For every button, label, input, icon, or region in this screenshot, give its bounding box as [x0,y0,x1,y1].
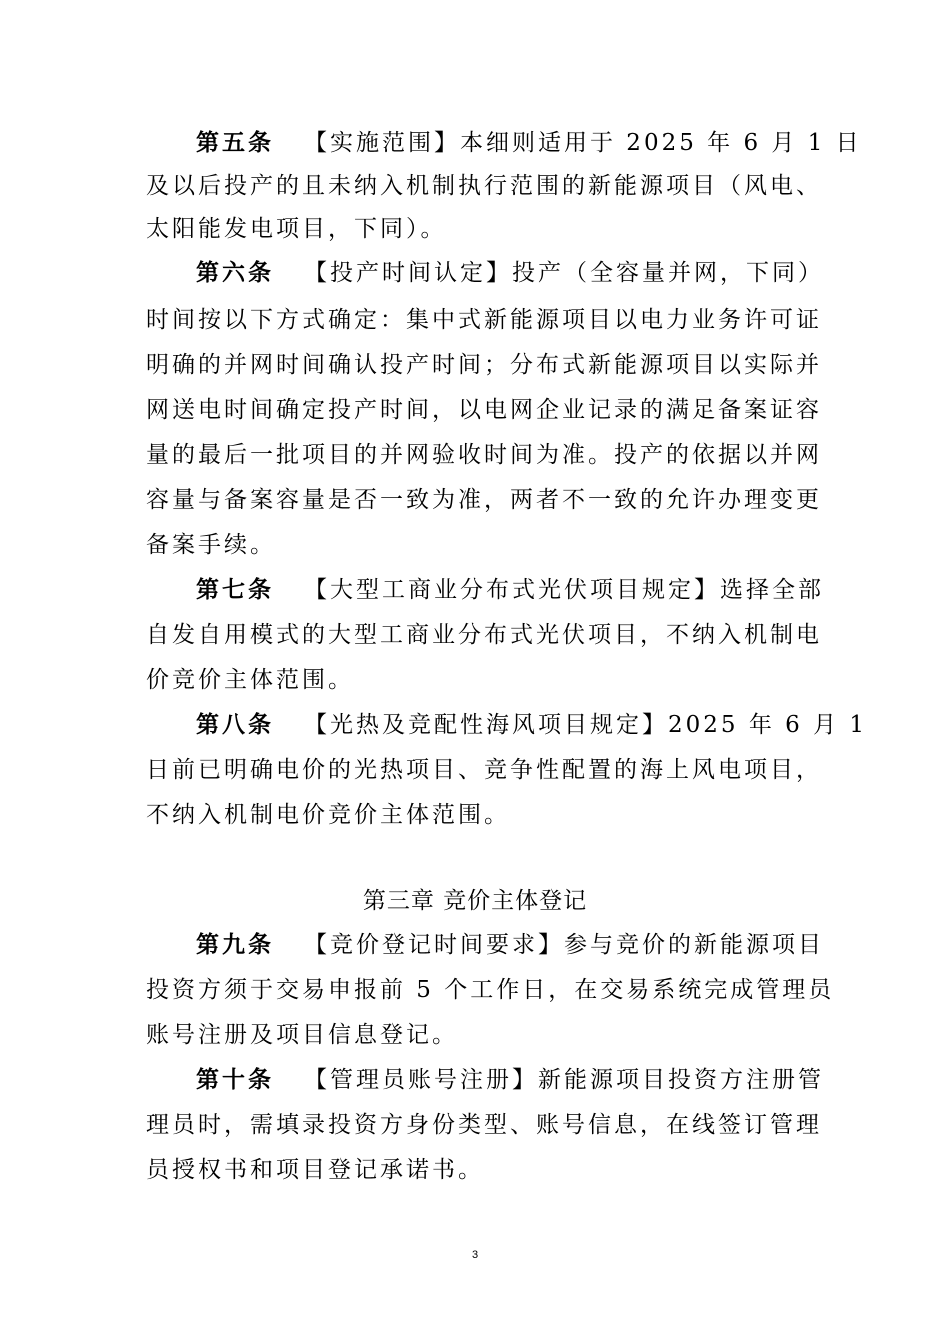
article-label: 第七条 [196,576,274,603]
article-title: 【大型工商业分布式光伏项目规定】 [304,577,720,603]
article-title: 【实施范围】 [304,130,460,156]
article-7-line-1 [196,575,824,605]
article-7-line-2: 自发自用模式的大型工商业分布式光伏项目，不纳入机制电 [146,622,822,648]
article-8-line-1 [196,710,867,740]
article-text: 本细则适用于 2025 年 6 月 1 日 [460,130,862,156]
article-text: 新能源项目投资方注册管 [538,1067,824,1093]
article-label: 第八条 [196,711,274,738]
page-number: 3 [471,1249,479,1261]
article-10-line-2: 理员时，需填录投资方身份类型、账号信息，在线签订管理 [146,1112,822,1138]
article-label: 第六条 [196,259,274,286]
article-title: 【竞价登记时间要求】 [304,932,564,958]
article-title: 【投产时间认定】 [304,260,512,286]
article-5-line-2: 及以后投产的且未纳入机制执行范围的新能源项目（风电、 [146,173,822,199]
article-8-line-2: 日前已明确电价的光热项目、竞争性配置的海上风电项目， [146,757,822,783]
article-7-line-3: 价竞价主体范围。 [146,667,354,693]
article-6-line-7: 备案手续。 [146,532,276,558]
article-text: 选择全部 [720,577,824,603]
article-text: 投产（全容量并网，下同） [512,260,824,286]
article-text: 2025 年 6 月 1 [668,712,868,738]
article-6-line-2: 时间按以下方式确定：集中式新能源项目以电力业务许可证 [146,307,822,333]
article-label: 第五条 [196,129,274,156]
article-9-line-3: 账号注册及项目信息登记。 [146,1022,458,1048]
article-5-line-3: 太阳能发电项目，下同）。 [146,216,447,242]
article-6-line-1 [196,258,824,288]
article-6-line-6: 容量与备案容量是否一致为准，两者不一致的允许办理变更 [146,487,822,513]
article-5-line-1 [196,128,862,158]
article-title: 【光热及竞配性海风项目规定】 [304,712,668,738]
article-8-line-3: 不纳入机制电价竞价主体范围。 [146,802,510,828]
article-10-line-3: 员授权书和项目登记承诺书。 [146,1157,484,1183]
chapter-heading: 第三章 竞价主体登记 [362,888,588,914]
article-title: 【管理员账号注册】 [304,1067,538,1093]
article-9-line-2: 投资方须于交易申报前 5 个工作日，在交易系统完成管理员 [146,977,835,1003]
article-6-line-3: 明确的并网时间确认投产时间；分布式新能源项目以实际并 [146,352,822,378]
article-label: 第九条 [196,931,274,958]
article-6-line-5: 量的最后一批项目的并网验收时间为准。投产的依据以并网 [146,442,822,468]
article-10-line-1 [196,1065,824,1095]
article-text: 参与竞价的新能源项目 [564,932,824,958]
article-label: 第十条 [196,1066,274,1093]
article-9-line-1 [196,930,824,960]
article-6-line-4: 网送电时间确定投产时间，以电网企业记录的满足备案证容 [146,397,822,423]
